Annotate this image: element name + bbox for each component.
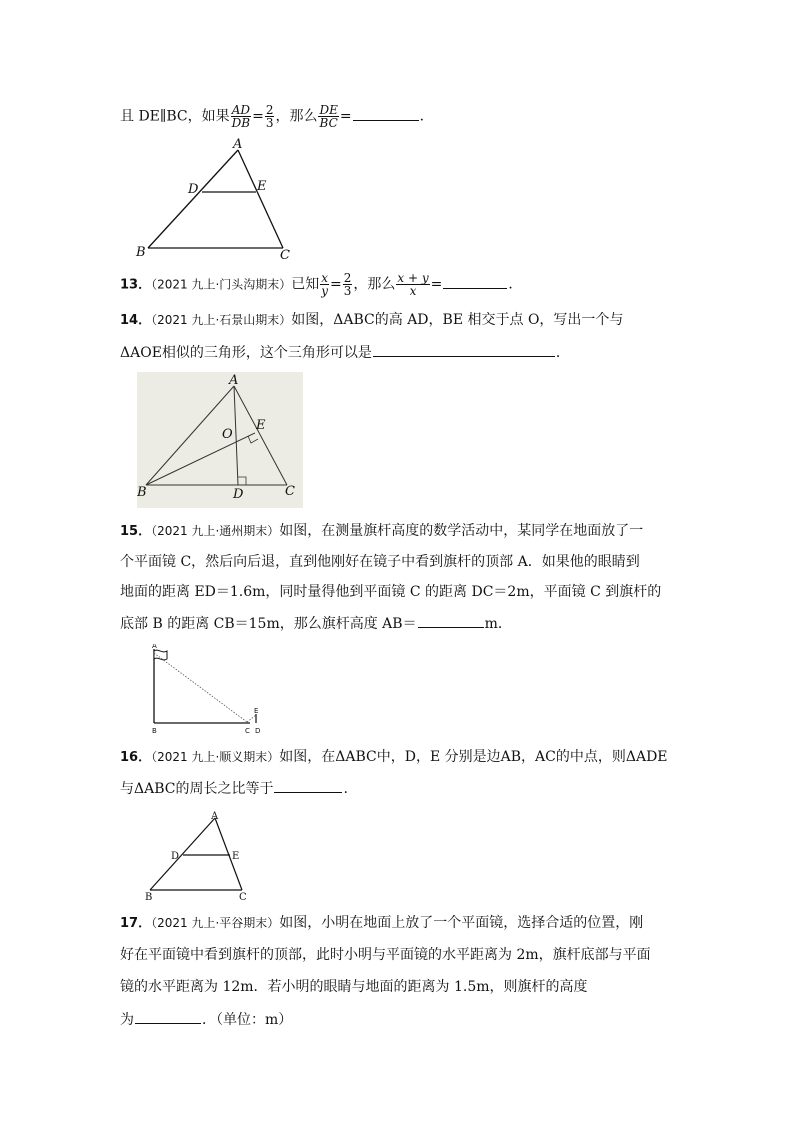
q13-fraction-xy-x: $\frac{x + y}{x}$ [397, 271, 429, 298]
label-a: A [233, 137, 243, 152]
label-e: E [254, 707, 259, 715]
q15-line2: 个平面镜 C，然后向后退，直到他刚好在镜子中看到旗杆的顶部 A．如果他的眼睛到 [120, 554, 640, 570]
label-a: A [229, 373, 239, 388]
q15-figure [138, 644, 268, 736]
q17-line2: 好在平面镜中看到旗杆的顶部，此时小明与平面镜的水平距离为 2m，旗杆底部与平面 [120, 947, 651, 963]
q13-fraction-x-y: $\frac{x}{y}$ [321, 271, 329, 298]
label-o: O [222, 427, 233, 442]
q12-fraction-de-bc: $\frac{DE}{BC}$ [319, 103, 338, 130]
q16-line1: 16．（2021 九上·顺义期末）如图，在ΔABC中，D，E 分别是边AB，AC的中点，则ΔADE [120, 749, 668, 765]
q12-fraction-ad-db: $\frac{AD}{DB}$ [231, 103, 251, 130]
label-b: B [137, 485, 147, 500]
q12-figure [135, 136, 295, 264]
label-e: E [256, 418, 266, 433]
label-b: B [136, 245, 146, 260]
label-a: A [211, 811, 219, 822]
q13-text: 13．（2021 九上·门头沟期末）已知 $\frac{x}{y}$ = $\frac{2}{3}$ ，那么 $\frac{x + y}{x}$ = ． [120, 271, 523, 298]
label-d: D [255, 727, 261, 735]
label-c: C [285, 484, 295, 499]
label-e: E [232, 851, 240, 862]
label-c: C [280, 248, 290, 263]
label-d: D [171, 851, 180, 862]
answer-blank[interactable] [418, 613, 484, 628]
label-d: D [188, 182, 199, 197]
q16-figure [140, 810, 260, 905]
q17-line4: 为 ．（单位：m） [120, 1009, 292, 1030]
answer-blank[interactable] [373, 342, 555, 357]
q15-line3: 地面的距离 ED＝1.6m，同时量得他到平面镜 C 的距离 DC＝2m，平面镜 C 到旗杆的 [120, 584, 662, 600]
answer-blank[interactable] [135, 1009, 201, 1024]
q12-part1: 且 DE∥BC，如果 [120, 108, 230, 125]
label-c: C [245, 727, 250, 735]
label-b: B [152, 727, 157, 735]
q16-line2: 与ΔABC的周长之比等于 . [120, 778, 348, 799]
label-c: C [239, 892, 247, 903]
q14-line2: ΔAOE相似的三角形，这个三角形可以是 ． [120, 342, 570, 363]
label-a: A [152, 644, 157, 650]
q13-fraction-2-3: $\frac{2}{3}$ [343, 271, 352, 298]
answer-blank[interactable] [353, 106, 419, 121]
q15-line1: 15．（2021 九上·通州期末）如图，在测量旗杆高度的数学活动中，某同学在地面放了一 [120, 523, 644, 539]
q12-fraction-2-3: $\frac{2}{3}$ [265, 103, 274, 130]
q15-line4: 底部 B 的距离 CB＝15m，那么旗杆高度 AB＝ m． [120, 613, 512, 634]
q17-line3: 镜的水平距离为 12m．若小明的眼睛与地面的距离为 1.5m，则旗杆的高度 [120, 979, 588, 995]
answer-blank[interactable] [443, 274, 507, 289]
q14-figure [137, 372, 303, 508]
label-d: D [233, 487, 244, 502]
q17-line1: 17．（2021 九上·平谷期末）如图，小明在地面上放了一个平面镜，选择合适的位置，刚 [120, 915, 644, 931]
label-e: E [257, 179, 267, 194]
q12-text: 且 DE∥BC，如果 $\frac{AD}{DB}$ = $\frac{2}{3}$ ，那么 $\frac{DE}{BC}$ = ． [120, 103, 434, 130]
q14-line1: 14．（2021 九上·石景山期末）如图，ΔABC的高 AD，BE 相交于点 O，写出一个与 [120, 312, 624, 328]
label-b: B [145, 892, 153, 903]
flag-icon [154, 650, 167, 660]
answer-blank[interactable] [274, 778, 342, 793]
